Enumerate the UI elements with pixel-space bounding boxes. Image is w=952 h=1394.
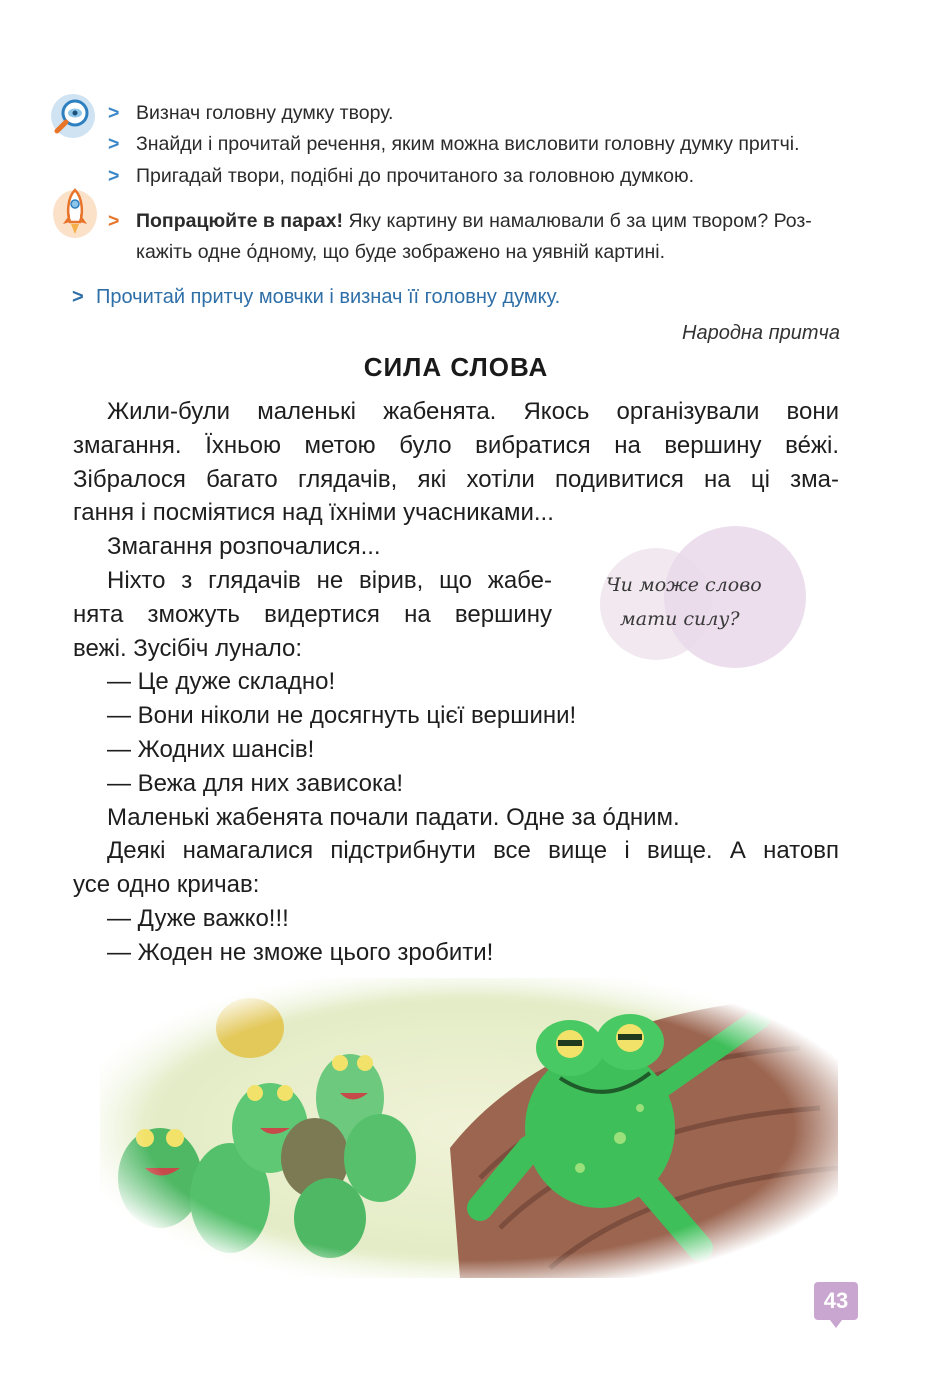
source-label: Народна притча [682, 322, 840, 344]
rocket-icon [52, 184, 98, 240]
arrow-bullet-icon: > [108, 165, 120, 187]
bubble-circle [664, 526, 806, 668]
story-line: — Жодних шансів! [107, 736, 315, 763]
story-line: Ніхто з глядачів не вірив, що жабе- [107, 567, 552, 594]
story-line: Зібралося багато глядачів, які хотіли подивитися на ці зма- [73, 465, 839, 493]
frogs-illustration [100, 978, 838, 1278]
story-title: СИЛА СЛОВА [363, 352, 549, 382]
story-line: — Дуже важко!!! [107, 905, 289, 932]
question-bubble: Чи може слово мати силу? [600, 526, 810, 676]
story-line: вежі. Зусібіч лунало: [73, 634, 302, 662]
story-line: гання і посміятися над їхніми учасниками... [73, 499, 554, 527]
arrow-bullet-icon: > [108, 133, 120, 155]
pair-work-label: Попрацюйте в парах! [136, 210, 344, 232]
story-line: — Вони ніколи не досягнуть цієї вершини! [107, 702, 577, 730]
page-number-badge: 43 [814, 1282, 858, 1320]
story-line: усе одно кричав: [73, 871, 260, 899]
magnifier-eye-icon [50, 93, 96, 139]
story-line: Жили-були маленькі жабенята. Якось організували вони [107, 398, 839, 425]
arrow-bullet-icon: > [108, 102, 120, 124]
arrow-bullet-icon: > [72, 286, 84, 308]
story-line: — Вежа для них зависока! [107, 769, 403, 797]
story-line: нята зможуть видертися на вершину [73, 600, 552, 628]
story-line: Змагання розпочалися... [107, 533, 381, 561]
story-line: Маленькі жабенята почали падати. Одне за о́дним. [107, 803, 680, 831]
story-line: змагання. Їхньою метою було вибратися на вершину ве́жі. [73, 431, 839, 459]
story-line: — Це дуже складно! [107, 668, 336, 696]
story-line: — Жоден не зможе цього зробити! [107, 938, 494, 966]
arrow-bullet-icon: > [108, 210, 120, 232]
story-line: Деякі намагалися підстрибнути все вище і вище. А натовп [107, 837, 839, 865]
